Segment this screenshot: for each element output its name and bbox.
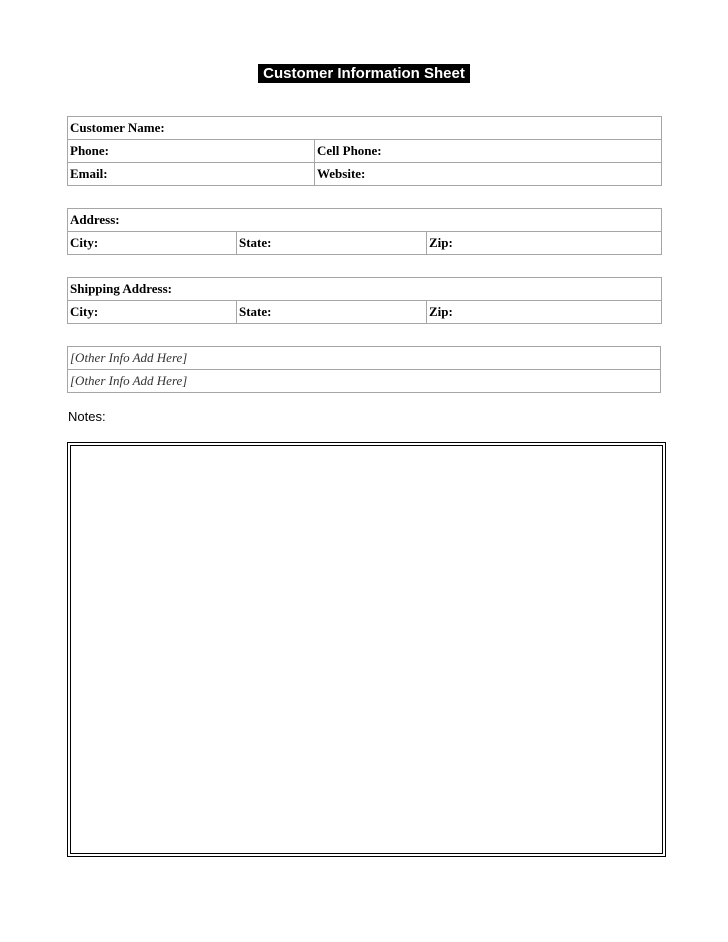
table-row — [68, 163, 662, 186]
phone-field[interactable]: Phone: — [68, 140, 315, 163]
other-info-field-2[interactable]: [Other Info Add Here] — [68, 370, 661, 393]
customer-name-field[interactable]: Customer Name: — [68, 117, 662, 140]
website-field[interactable]: Website: — [315, 163, 662, 186]
table-row — [68, 140, 662, 163]
state-field[interactable]: State: — [237, 232, 427, 255]
contact-table — [67, 116, 662, 186]
table-row — [68, 370, 661, 393]
city-field[interactable]: City: — [68, 232, 237, 255]
table-row — [68, 278, 662, 301]
page-title: Customer Information Sheet — [258, 64, 470, 83]
email-field[interactable]: Email: — [68, 163, 315, 186]
address-table — [67, 208, 662, 255]
zip-field[interactable]: Zip: — [427, 232, 662, 255]
table-row — [68, 301, 662, 324]
table-row — [68, 347, 661, 370]
table-row — [68, 209, 662, 232]
notes-label: Notes: — [68, 409, 106, 424]
shipping-address-field[interactable]: Shipping Address: — [68, 278, 662, 301]
shipping-state-field[interactable]: State: — [237, 301, 427, 324]
other-info-field-1[interactable]: [Other Info Add Here] — [68, 347, 661, 370]
shipping-table — [67, 277, 662, 324]
table-row — [68, 232, 662, 255]
shipping-city-field[interactable]: City: — [68, 301, 237, 324]
cell-phone-field[interactable]: Cell Phone: — [315, 140, 662, 163]
shipping-zip-field[interactable]: Zip: — [427, 301, 662, 324]
other-info-table — [67, 346, 661, 393]
title-wrapper — [0, 64, 728, 83]
table-row — [68, 117, 662, 140]
address-field[interactable]: Address: — [68, 209, 662, 232]
notes-box[interactable] — [67, 442, 666, 857]
